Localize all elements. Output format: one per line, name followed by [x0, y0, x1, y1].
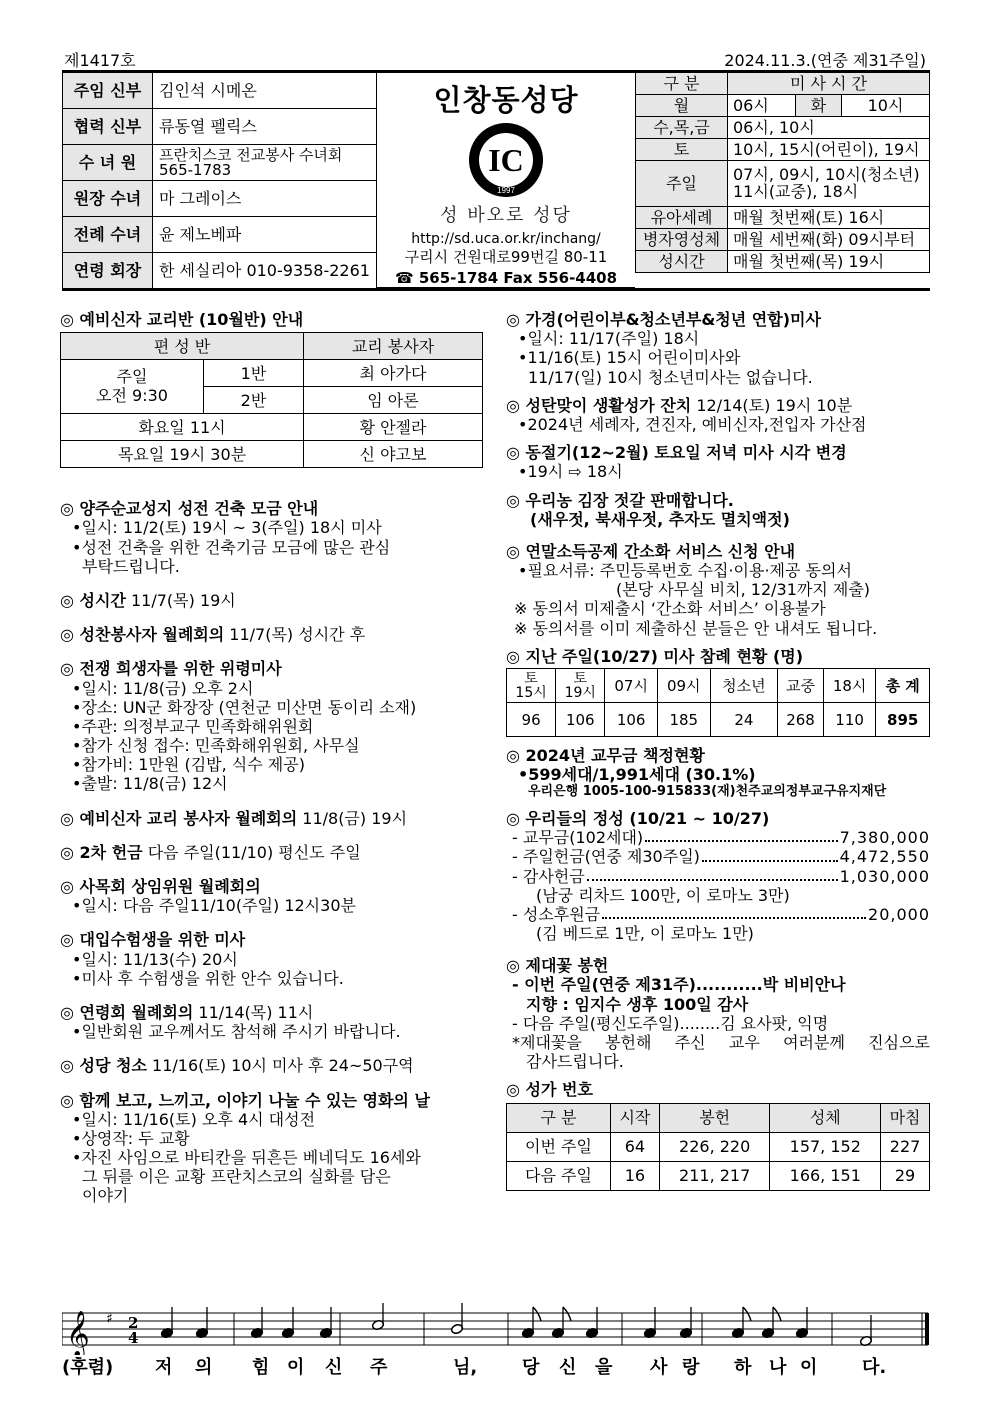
staff-key: 수 녀 원: [63, 145, 153, 181]
staff-value: 김인석 시메온: [153, 73, 377, 109]
offering-row: - 성소후원금 20,000: [512, 904, 930, 924]
bullet-line: •상영작: 두 교황: [72, 1128, 190, 1148]
joint-mass: [506, 310, 930, 387]
staff-value: 마 그레이스: [153, 181, 377, 217]
masthead: [62, 72, 930, 291]
mass-value: [728, 161, 930, 207]
bullet-line: •일시: 11/16(토) 오후 4시 대성전: [72, 1109, 316, 1129]
eucharist-meeting: [60, 625, 485, 644]
mass-schedule-table: [635, 72, 930, 273]
flower-line: 감사드립니다.: [526, 1052, 624, 1072]
sunday-mass-line-1: 07시, 09시, 10시(청소년): [733, 164, 920, 184]
attendance-value: 24: [710, 703, 778, 737]
refrain-syllable: 저: [155, 1357, 173, 1378]
teacher-name: 황 안젤라: [304, 414, 483, 441]
second-collection: [60, 843, 485, 862]
hymn-cell: 157, 152: [770, 1132, 881, 1161]
sunday-label: 주일: [116, 367, 148, 387]
mass-value: 06시, 10시: [728, 117, 930, 139]
refrain-syllable: 신: [559, 1357, 577, 1378]
hymn-header: 시작: [610, 1103, 659, 1132]
council-meeting: [60, 877, 485, 915]
section-title: ◎ 예비신자 교리 봉사자 월례회의: [60, 808, 298, 828]
refrain-syllable: 이: [287, 1357, 305, 1378]
section-title: ◎ 성가 번호: [506, 1080, 593, 1100]
refrain-lyrics: [62, 1357, 887, 1379]
church-logo: [467, 121, 545, 199]
class-name: 화요일 11시: [61, 414, 304, 441]
mass-key-tue: 화: [796, 95, 842, 117]
funeral-society-meeting: [60, 1003, 485, 1041]
bullet-line: •599세대/1,991세대 (30.1%): [518, 765, 756, 785]
refrain-syllable: 신: [325, 1357, 343, 1378]
attendance-header: 교중: [778, 669, 824, 703]
teacher-name: 신 야고보: [304, 441, 483, 468]
attendance-header: 07시: [605, 669, 658, 703]
mass-head-value: 미 사 시 간: [728, 73, 930, 95]
mass-value: 10시, 15시(어린이), 19시: [728, 139, 930, 161]
mass-key: 유아세례: [636, 207, 728, 229]
hymn-header: 봉헌: [659, 1103, 770, 1132]
bullet-line: •2024년 세례자, 견진자, 예비신자,전입자 가산점: [518, 414, 867, 434]
section-detail: 11/14(목) 11시: [193, 1002, 314, 1022]
hymn-numbers: [506, 1080, 930, 1190]
bank-account: 우리은행 1005-100-915833(재)천주교의정부교구유지재단: [528, 784, 887, 800]
sharp-icon: ♯: [106, 1311, 113, 1327]
attendance-value: 106: [556, 703, 605, 737]
left-column: [60, 310, 485, 1215]
mass-key: 성시간: [636, 251, 728, 273]
mass-head-key: 구 분: [636, 73, 728, 95]
offering-row: - 교무금(102세대) 7,380,000: [512, 828, 930, 848]
bullet-line: •19시 ⇨ 18시: [518, 462, 623, 482]
hymn-cell: 16: [610, 1161, 659, 1190]
section-title: ◎ 성찬봉사자 월례회의: [60, 625, 225, 645]
section-detail: 12/14(토) 19시 10분: [691, 395, 853, 415]
movie-day: [60, 1091, 485, 1206]
hymn-cell: 166, 151: [770, 1161, 881, 1190]
class-name: 2반: [204, 387, 304, 414]
church-cleaning: [60, 1056, 485, 1075]
refrain-syllable: 하: [734, 1357, 752, 1378]
bullet-line: 이야기: [82, 1186, 129, 1206]
catechist-meeting: [60, 809, 485, 828]
church-url[interactable]: http://sd.uca.or.kr/inchang/: [411, 231, 601, 247]
section-title: ◎ 연말소득공제 간소화 서비스 신청 안내: [506, 541, 796, 561]
yangju-fundraising: [60, 499, 485, 576]
hymn-table: [506, 1103, 930, 1191]
refrain-syllable: 당: [522, 1357, 540, 1378]
bullet-line: •필요서류: 주민등록번호 수집·이용·제공 동의서: [518, 561, 852, 581]
bullet-line: •일시: 다음 주일11/10(주일) 12시30분: [72, 896, 356, 916]
bullet-line: •참가비: 1만원 (김밥, 식수 제공): [72, 755, 305, 775]
kimchi-sale: [506, 491, 930, 529]
bullet-line: 부탁드립니다.: [82, 556, 180, 576]
mass-key: 주일: [636, 161, 728, 207]
logo-letters: IC: [488, 142, 524, 178]
section-title: ◎ 함께 보고, 느끼고, 이야기 나눌 수 있는 영화의 날: [60, 1090, 430, 1110]
memorial-mass: [60, 659, 485, 793]
section-detail: 11/16(토) 10시 미사 후 24~50구역: [146, 1056, 414, 1076]
hymn-cell: 다음 주일: [507, 1161, 611, 1190]
note-flag: [773, 1307, 781, 1321]
bullet-line: •출발: 11/8(금) 12시: [72, 774, 228, 794]
refrain-label: (후렴): [62, 1357, 114, 1378]
flower-line: - 이번 주일(연중 제31주)...........박 비비안나: [512, 975, 846, 995]
refrain-syllable: 나: [769, 1357, 787, 1378]
altar-flowers: [506, 956, 930, 1071]
section-subtitle: (새우젓, 북새우젓, 추자도 멸치액젓): [530, 509, 790, 529]
refrain-syllable: 님,: [453, 1357, 478, 1378]
section-title: ◎ 우리들의 정성 (10/21 ~ 10/27): [506, 808, 770, 828]
section-title: ◎ 우리농 김장 젓갈 판매합니다.: [506, 490, 734, 510]
section-detail: 11/7(목) 성시간 후: [224, 625, 366, 645]
treble-clef-icon: 𝄞: [66, 1311, 90, 1355]
section-title: ◎ 성시간: [60, 590, 126, 610]
bullet-line: 11/17(일) 10시 청소년미사는 없습니다.: [528, 367, 813, 387]
offering-row: - 주일헌금(연중 제30주일) 4,472,550: [512, 847, 930, 867]
church-name: 인창동성당: [433, 83, 579, 117]
mass-value: 매월 첫번째(토) 16시: [728, 207, 930, 229]
offering-note: (김 베드로 1만, 이 로마노 1만): [536, 924, 754, 944]
bullet-line: •장소: UN군 화장장 (연천군 미산면 동이리 소재): [72, 697, 417, 717]
catechumen-table: [60, 332, 483, 468]
staff-value: 한 세실리아 010-9358-2261: [153, 253, 377, 289]
note-line: ※ 동의서를 이미 제출하신 분들은 안 내셔도 됩니다.: [514, 618, 878, 638]
attendance-header: 09시: [657, 669, 710, 703]
class-name: 목요일 19시 30분: [61, 441, 304, 468]
attendance-header: 토 19시: [556, 669, 605, 703]
flower-line: 지향 : 임지수 생후 100일 감사: [526, 994, 749, 1014]
mass-val-tue: 10시: [842, 95, 930, 117]
sunday-time: 오전 9:30: [96, 385, 168, 405]
section-title: ◎ 양주순교성지 성전 건축 모금 안내: [60, 499, 319, 519]
refrain-syllable: 이: [800, 1357, 818, 1378]
refrain-syllable: 의: [195, 1357, 213, 1378]
hymn-cell: 이번 주일: [507, 1132, 611, 1161]
attendance-header: 18시: [823, 669, 876, 703]
teacher-name: 최 아가다: [304, 360, 483, 387]
mass-value: 매월 첫번째(목) 19시: [728, 251, 930, 273]
tax-service: [506, 542, 930, 638]
holy-hour: [60, 591, 485, 610]
section-title: ◎ 2차 헌금: [60, 842, 143, 862]
staff-key: 원장 수녀: [63, 181, 153, 217]
table-header: 교리 봉사자: [304, 333, 483, 360]
section-title: ◎ 예비신자 교리반 (10월반) 안내: [60, 310, 304, 329]
bullet-line: •참가 신청 접수: 민족화해위원회, 사무실: [72, 736, 360, 756]
table-header: 편 성 반: [61, 333, 304, 360]
bullet-line: •일시: 11/13(수) 20시: [72, 949, 238, 969]
refrain-music: [62, 1303, 932, 1393]
attendance-value: 185: [657, 703, 710, 737]
bullet-line: •일시: 11/8(금) 오후 2시: [72, 678, 254, 698]
attendance-table: [506, 668, 930, 737]
bullet-line: •주관: 의정부교구 민족화해위원회: [72, 716, 314, 736]
church-phone: ☎ 565-1784 Fax 556-4408: [394, 269, 618, 287]
logo-year: 1997: [497, 186, 515, 195]
staff-value: 윤 제노베파: [153, 217, 377, 253]
staff-table: [62, 72, 377, 289]
section-title: ◎ 지난 주일(10/27) 미사 참례 현황 (명): [506, 646, 804, 666]
sunday-class: [61, 360, 204, 414]
offering-note: (남궁 리차드 100만, 이 로마노 3만): [536, 885, 790, 905]
bullet-line: •일시: 11/2(토) 19시 ~ 3(주일) 18시 미사: [72, 518, 382, 538]
music-staff: [62, 1303, 932, 1355]
bullet-line: •일반회원 교우께서도 참석해 주시기 바랍니다.: [72, 1022, 401, 1042]
convent-phone: 565-1783: [159, 160, 232, 179]
section-title: ◎ 사목회 상임위원 월례회의: [60, 877, 261, 896]
mass-key: 토: [636, 139, 728, 161]
hymn-cell: 211, 217: [659, 1161, 770, 1190]
section-detail: 11/7(목) 19시: [125, 590, 236, 610]
section-title: ◎ 제대꽃 봉헌: [506, 956, 609, 976]
exam-mass: [60, 930, 485, 988]
section-title: ◎ 연령회 월례회의: [60, 1002, 194, 1022]
bullet-line: (본당 사무실 비치, 12/31까지 제출): [616, 580, 871, 600]
issue-date: 2024.11.3.(연중 제31주일): [724, 51, 926, 70]
music-notes: [160, 1303, 872, 1347]
section-title: ◎ 성탄맞이 생활성가 잔치: [506, 395, 692, 415]
mass-value: 매월 세번째(화) 09시부터: [728, 229, 930, 251]
sunday-mass-line-2: 11시(교중), 18시: [733, 181, 859, 201]
staff-key: 협력 신부: [63, 109, 153, 145]
refrain-syllable: 을: [595, 1357, 613, 1378]
staff-value: 류동열 펠릭스: [153, 109, 377, 145]
section-title: ◎ 대입수험생을 위한 미사: [60, 930, 246, 950]
tithe-status: [506, 746, 930, 800]
mass-key-mon: 월: [636, 95, 728, 117]
refrain-syllable: 사: [650, 1357, 668, 1378]
bullet-line: •11/16(토) 15시 어린이미사와: [518, 348, 741, 368]
hymn-header: 마침: [881, 1103, 930, 1132]
mass-key: 수,목,금: [636, 117, 728, 139]
note-flag: [533, 1307, 541, 1321]
attendance-value: 268: [778, 703, 824, 737]
time-signature-icon: 4: [128, 1329, 139, 1347]
issue-number: 제1417호: [64, 51, 136, 70]
bullet-line: •성전 건축을 위한 건축기금 모금에 많은 관심: [72, 537, 391, 557]
note-flag: [563, 1307, 571, 1321]
attendance: [506, 647, 930, 737]
bullet-line: •일시: 11/17(주일) 18시: [518, 329, 700, 349]
note-flag: [743, 1307, 751, 1321]
hymn-cell: 227: [881, 1132, 930, 1161]
attendance-total: 895: [876, 703, 930, 737]
teacher-name: 임 아론: [304, 387, 483, 414]
church-info: [377, 72, 635, 288]
attendance-value: 106: [605, 703, 658, 737]
hymn-header: 구 분: [507, 1103, 611, 1132]
church-address: 구리시 건원대로99번길 80-11: [404, 248, 608, 266]
section-detail: 11/8(금) 19시: [297, 808, 408, 828]
christmas-festival: [506, 396, 930, 434]
parish-name: 성 바오로 성당: [440, 205, 572, 226]
hymn-header: 성체: [770, 1103, 881, 1132]
class-name: 1반: [204, 360, 304, 387]
staff-key: 연령 회장: [63, 253, 153, 289]
section-title: ◎ 동절기(12~2월) 토요일 저녁 미사 시각 변경: [506, 443, 847, 463]
hymn-cell: 64: [610, 1132, 659, 1161]
mass-key: 병자영성체: [636, 229, 728, 251]
attendance-header: 청소년: [710, 669, 778, 703]
staff-key: 주임 신부: [63, 73, 153, 109]
flower-line: - 다음 주일(평신도주일)........김 요사팟, 익명: [512, 1013, 829, 1033]
section-title: ◎ 성당 청소: [60, 1056, 147, 1076]
section-title: ◎ 전쟁 희생자를 위한 위령미사: [60, 659, 282, 679]
section-title: ◎ 2024년 교무금 책정현황: [506, 746, 705, 765]
note-line: ※ 동의서 미제출시 ‘간소화 서비스’ 이용불가: [514, 599, 826, 619]
bullet-line: •자진 사임으로 바티칸을 뒤흔든 베네딕도 16세와: [72, 1148, 421, 1168]
offering-row: - 감사헌금 1,030,000: [512, 866, 930, 886]
convent-name: 프란치스코 전교봉사 수녀회: [159, 145, 343, 164]
staff-value: [153, 145, 377, 181]
bullet-line: 그 뒤를 이은 교황 프란치스코의 실화를 담은: [82, 1167, 391, 1187]
issue-header-line: [62, 50, 930, 72]
attendance-header: 토 15시: [507, 669, 556, 703]
time-signature-icon: 2: [128, 1314, 139, 1332]
refrain-syllable: 랑: [682, 1357, 700, 1378]
attendance-header: 총 계: [876, 669, 930, 703]
attendance-value: 96: [507, 703, 556, 737]
mass-val-mon: 06시: [728, 95, 796, 117]
section-title: ◎ 가경(어린이부&청소년부&청년 연합)미사: [506, 310, 821, 329]
flower-line: *제대꽃을 봉헌해 주신 교우 여러분께 진심으로: [512, 1033, 930, 1053]
staff-key: 전례 수녀: [63, 217, 153, 253]
section-detail: 다음 주일(11/10) 평신도 주일: [142, 842, 361, 862]
right-column: [506, 310, 930, 1200]
hymn-cell: 226, 220: [659, 1132, 770, 1161]
refrain-syllable: 힘: [252, 1357, 270, 1378]
winter-schedule: [506, 443, 930, 481]
attendance-value: 110: [823, 703, 876, 737]
refrain-syllable: 다.: [862, 1357, 887, 1378]
offerings: [506, 809, 930, 943]
bullet-line: •미사 후 수험생을 위한 안수 있습니다.: [72, 968, 344, 988]
hymn-cell: 29: [881, 1161, 930, 1190]
refrain-syllable: 주: [370, 1357, 388, 1378]
catechumen-class: [60, 310, 485, 468]
